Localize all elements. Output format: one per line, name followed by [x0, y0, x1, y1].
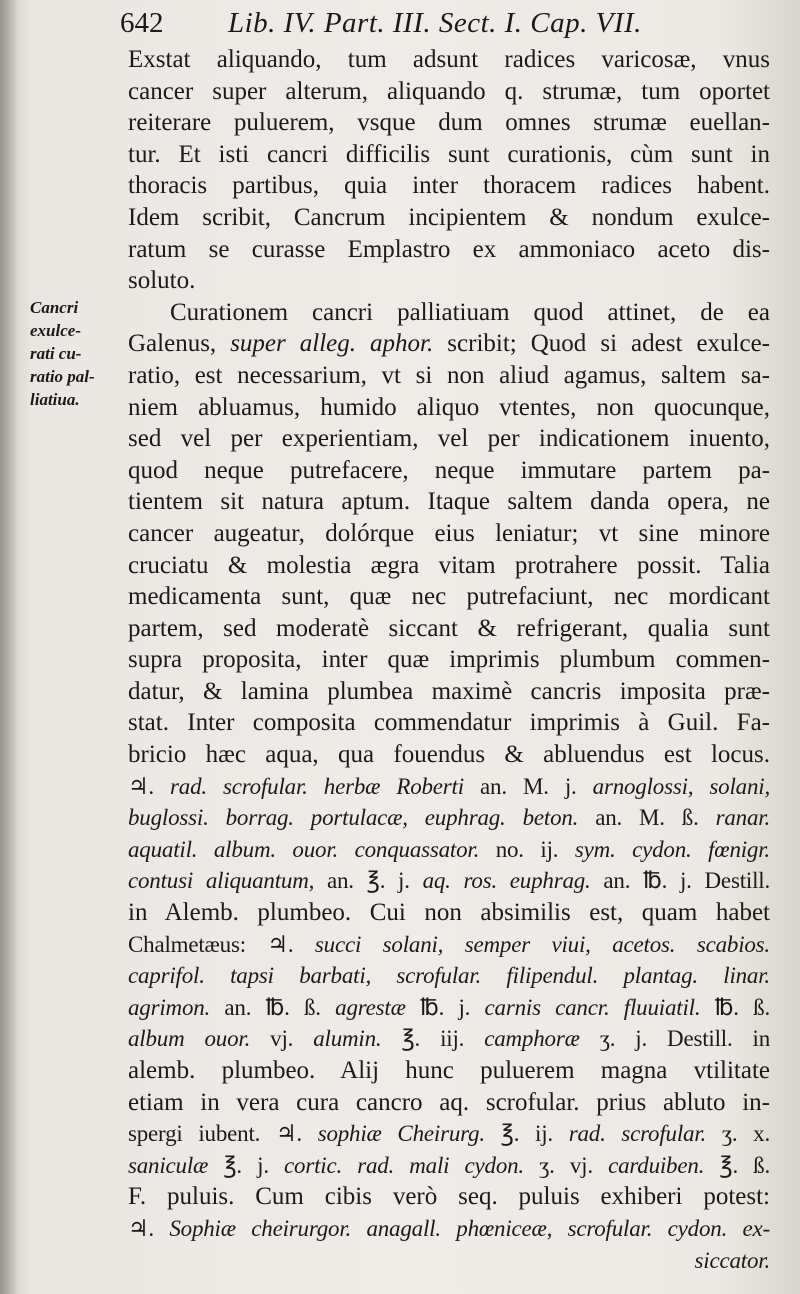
roman-text: cruciatu & molestia ægra vitam protrahere possit. Talia: [128, 551, 770, 579]
binding-shadow: [0, 0, 18, 1294]
italic-text: agrestæ: [335, 994, 406, 1020]
text-line: [128, 644, 770, 676]
text-line: [128, 929, 770, 961]
text-line: [128, 107, 770, 139]
text-line: [128, 328, 770, 360]
text-line: [128, 802, 770, 834]
roman-text: cancer super alterum, aliquando q. strumæ, tum oportet: [128, 77, 770, 105]
roman-text: supra proposita, inter quæ imprimis plumbum commen-: [128, 646, 770, 674]
body-text: [128, 44, 770, 1276]
marginal-note: [30, 296, 130, 411]
roman-text: bricio hæc aqua, qua fouendus & abluendus est locus.: [128, 741, 770, 769]
text-line: [128, 44, 770, 76]
text-line: [128, 265, 770, 297]
roman-text: alemb. plumbeo. Alij hunc puluerem magna vtilitate: [128, 1057, 770, 1084]
roman-text: cancer augeatur, dolórque eius leniatur; vt sine minore: [128, 519, 770, 547]
page-header: [120, 6, 740, 40]
running-head: Lib. IV. Part. III. Sect. I. Cap. VII.: [228, 7, 642, 39]
roman-text: Idem scribit, Cancrum incipientem & nondum exulce-: [128, 203, 770, 231]
text-line: [128, 1213, 770, 1245]
italic-text: sophiæ Cheirurg.: [317, 1121, 485, 1147]
italic-text: succi solani, semper viui, acetos. scabios.: [314, 931, 770, 957]
roman-text: datur, & lamina plumbea maximè cancris imposita præ-: [128, 677, 770, 705]
text-line: [128, 581, 770, 613]
text-line: [128, 834, 770, 866]
text-line: [128, 1118, 770, 1150]
italic-text: album ouor.: [128, 1026, 251, 1052]
text-line: [128, 297, 770, 329]
roman-text: ʒ. vj.: [523, 1152, 609, 1178]
italic-text: carnis cancr. fluuiatil.: [484, 994, 701, 1020]
italic-text: camphoræ: [484, 1026, 580, 1052]
italic-text: Sophiæ cheirurgor. anagall. phœniceæ, scrofular. cydon. ex-: [169, 1215, 770, 1241]
roman-text: soluto.: [128, 267, 196, 295]
italic-text: cortic. rad. mali cydon.: [284, 1152, 524, 1178]
roman-text: sed vel per experientiam, vel per indicationem inuento,: [128, 425, 770, 453]
page-number: 642: [120, 7, 164, 39]
text-line: [128, 486, 770, 518]
roman-text: thoracis partibus, quia inter thoracem radices habent.: [128, 172, 770, 200]
marginal-note-line: rati cu-: [30, 344, 82, 363]
roman-text: tientem sit natura aptum. Itaque saltem danda opera, ne: [128, 488, 770, 516]
text-line: [128, 139, 770, 171]
roman-text: ratio, est necessarium, vt si non aliud agamus, saltem sa-: [128, 361, 770, 389]
roman-text: ℥. j.: [208, 1152, 285, 1178]
roman-text: F. puluis. Cum cibis verò seq. puluis exhiberi potest:: [128, 1183, 770, 1211]
text-line: [128, 455, 770, 487]
text-line: [128, 1087, 770, 1119]
marginal-note-line: ratio pal-: [30, 367, 95, 386]
roman-text: quod neque putrefacere, neque immutare partem pa-: [128, 456, 770, 484]
text-line: [128, 518, 770, 550]
text-line: [128, 1055, 770, 1087]
marginal-note-line: exulce-: [30, 321, 81, 340]
italic-text: agrimon.: [128, 994, 211, 1020]
text-line: [128, 1181, 770, 1213]
text-line: [128, 392, 770, 424]
roman-text: an. M. j.: [463, 773, 593, 799]
italic-text: sym. cydon. fœnigr.: [574, 836, 770, 862]
roman-text: no. ij.: [479, 836, 575, 862]
italic-text: rad. scrofular. herbæ Roberti: [170, 773, 464, 799]
text-line: [128, 613, 770, 645]
italic-text: rad. scrofular.: [568, 1121, 707, 1147]
italic-text: aquatil. album. ouor. conquassator.: [128, 836, 480, 862]
roman-text: partem, sed moderatè siccant & refrigerant, qualia sunt: [128, 614, 770, 642]
roman-text: vj.: [250, 1026, 314, 1052]
text-line: [128, 897, 770, 929]
roman-text: Curationem cancri palliatiuam quod attinet, de ea: [170, 298, 770, 326]
text-line: [128, 676, 770, 708]
roman-text: ℥. iij.: [381, 1026, 485, 1052]
roman-text: spergi iubent. ♃.: [128, 1121, 318, 1147]
roman-text: reiterare puluerem, vsque dum omnes strumæ euellan-: [128, 109, 770, 137]
roman-text: Chalmetæus: ♃.: [128, 931, 315, 957]
roman-text: ratum se curasse Emplastro ex ammoniaco aceto dis-: [128, 235, 770, 263]
roman-text: stat. Inter composita commendatur imprimis à Guil. Fa-: [128, 709, 770, 737]
roman-text: Galenus,: [128, 330, 231, 358]
italic-text: saniculæ: [128, 1152, 209, 1178]
italic-text: super alleg. aphor.: [230, 330, 434, 358]
text-line: [128, 771, 770, 803]
italic-text: siccator.: [694, 1247, 770, 1273]
text-line: [128, 1150, 770, 1182]
roman-text: an. ℔. ß.: [210, 994, 336, 1020]
roman-text: ʒ. j. Destill. in: [579, 1026, 771, 1052]
roman-text: ♃.: [128, 773, 171, 799]
text-line: [128, 960, 770, 992]
text-line: [128, 202, 770, 234]
roman-text: an. ℥. j.: [314, 868, 423, 894]
italic-text: ranar.: [715, 805, 770, 831]
roman-text: etiam in vera cura cancro aq. scrofular. prius abluto in-: [128, 1088, 770, 1116]
text-line: [128, 76, 770, 108]
text-line: [128, 423, 770, 455]
roman-text: scribit; Quod si adest exulce-: [433, 330, 771, 358]
text-line: [128, 739, 770, 771]
italic-text: buglossi. borrag. portulacæ, euphrag. beton.: [128, 805, 579, 831]
roman-text: ℔. j.: [405, 994, 485, 1020]
roman-text: medicamenta sunt, quæ nec putrefaciunt, nec mordicant: [128, 583, 770, 611]
text-line: [128, 865, 770, 897]
text-line: [128, 234, 770, 266]
italic-text: arnoglossi, solani,: [592, 773, 770, 799]
italic-text: contusi aliquantum,: [128, 868, 315, 894]
roman-text: ℥. ij.: [484, 1121, 569, 1147]
roman-text: tur. Et isti cancri difficilis sunt curationis, cùm sunt in: [128, 140, 770, 168]
roman-text: ℥. ß.: [704, 1152, 771, 1178]
italic-text: aq. ros. euphrag.: [422, 868, 591, 894]
marginal-note-line: liatiua.: [30, 390, 80, 409]
roman-text: ʒ. x.: [706, 1121, 771, 1147]
italic-text: caprifol. tapsi barbati, scrofular. filipendul. plantag. linar.: [128, 963, 770, 989]
text-line: [128, 360, 770, 392]
roman-text: ℔. ß.: [700, 994, 770, 1020]
roman-text: an. M. ß.: [578, 805, 716, 831]
text-line: [128, 1023, 770, 1055]
italic-text: carduiben.: [608, 1152, 705, 1178]
text-line: [128, 550, 770, 582]
text-line: [128, 1245, 770, 1277]
marginal-note-line: Cancri: [30, 298, 79, 317]
text-line: [128, 992, 770, 1024]
text-line: [128, 170, 770, 202]
roman-text: ♃.: [128, 1215, 170, 1241]
roman-text: Exstat aliquando, tum adsunt radices varicosæ, vnus: [128, 46, 770, 73]
italic-text: alumin.: [313, 1026, 382, 1052]
text-line: [128, 707, 770, 739]
roman-text: in Alemb. plumbeo. Cui non absimilis est, quam habet: [128, 899, 770, 927]
roman-text: niem abluamus, humido aliquo vtentes, non quocunque,: [128, 393, 770, 421]
roman-text: an. ℔. j. Destill.: [590, 868, 771, 894]
